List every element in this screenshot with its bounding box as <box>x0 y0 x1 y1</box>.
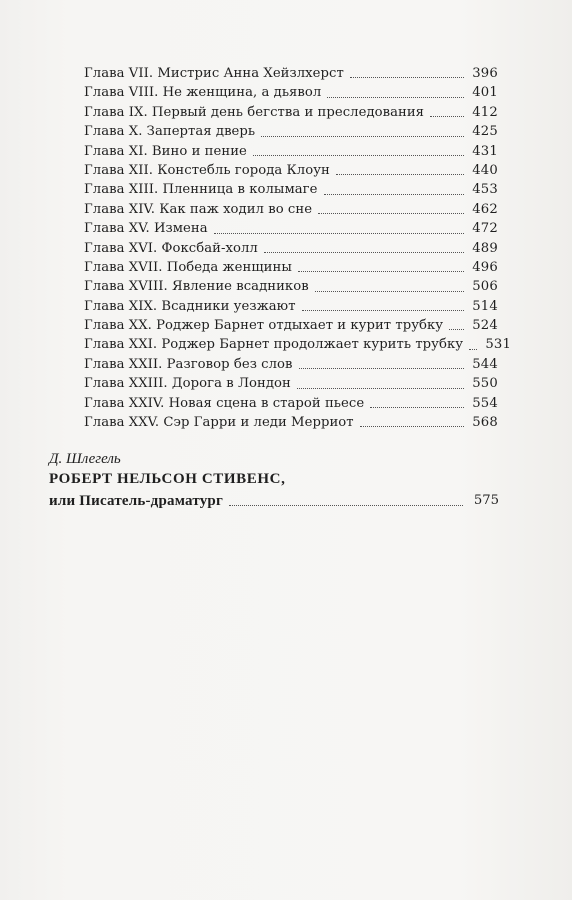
dot-leader <box>264 251 464 253</box>
toc-entry <box>84 277 498 296</box>
page-number: 401 <box>472 85 498 101</box>
toc-entry <box>84 64 498 83</box>
dot-leader <box>449 328 464 330</box>
chapter-title: Глава XVI. Фоксбай-холл <box>84 240 258 256</box>
chapter-title: Глава XI. Вино и пение <box>84 143 247 159</box>
dot-leader <box>298 270 464 272</box>
toc-entry <box>84 142 498 161</box>
dot-leader <box>253 154 464 156</box>
dot-leader <box>229 504 463 506</box>
table-of-contents <box>84 64 512 432</box>
toc-entry <box>84 413 498 432</box>
page-number: 554 <box>472 395 498 411</box>
chapter-title: Глава XXI. Роджер Барнет продолжает курить трубку <box>84 337 464 353</box>
chapter-title: Глава XVIII. Явление всадников <box>84 279 309 295</box>
dot-leader <box>430 115 464 117</box>
dot-leader <box>299 367 464 369</box>
toc-entry <box>84 394 498 413</box>
toc-entry <box>84 219 498 238</box>
chapter-title: Глава VIII. Не женщина, а дьявол <box>84 85 322 101</box>
chapter-title: Глава XXIII. Дорога в Лондон <box>84 376 291 392</box>
toc-entry <box>84 316 498 335</box>
page-number: 496 <box>472 259 498 275</box>
dot-leader <box>469 348 477 350</box>
dot-leader <box>297 387 464 389</box>
toc-entry <box>84 200 498 219</box>
chapter-title: Глава XXIV. Новая сцена в старой пьесе <box>84 395 365 411</box>
chapter-title: Глава XXV. Сэр Гарри и леди Мерриот <box>84 415 354 431</box>
dot-leader <box>360 425 464 427</box>
toc-entry <box>84 297 498 316</box>
chapter-title: Глава XIX. Всадники уезжают <box>84 298 296 314</box>
toc-entry <box>84 258 498 277</box>
page-number: 550 <box>472 376 498 392</box>
dot-leader <box>302 309 464 311</box>
essay-title: РОБЕРТ НЕЛЬСОН СТИВЕНС, <box>49 471 286 487</box>
page-number: 514 <box>472 298 498 314</box>
chapter-title: Глава VII. Мистрис Анна Хейзлхерст <box>84 65 344 81</box>
toc-entry <box>84 161 498 180</box>
page-number: 568 <box>472 415 498 431</box>
essay-subtitle: или Писатель-драматург <box>49 493 223 509</box>
page-number: 531 <box>485 337 512 353</box>
page-number: 440 <box>472 162 498 178</box>
chapter-title: Глава XIII. Пленница в колымаге <box>84 182 318 198</box>
chapter-title: Глава XV. Измена <box>84 221 208 237</box>
page-number: 524 <box>472 318 498 334</box>
page-number: 425 <box>472 124 498 140</box>
page-number: 396 <box>472 65 498 81</box>
dot-leader <box>318 212 464 214</box>
chapter-title: Глава XVII. Победа женщины <box>84 259 292 275</box>
dot-leader <box>261 135 464 137</box>
essay-entry <box>49 450 499 512</box>
dot-leader <box>327 96 464 98</box>
toc-entry <box>84 122 498 141</box>
essay-author: Д. Шлегель <box>49 451 121 467</box>
dot-leader <box>315 290 464 292</box>
page-number: 462 <box>472 201 498 217</box>
dot-leader <box>350 76 464 78</box>
toc-entry <box>84 374 498 393</box>
dot-leader <box>324 193 465 195</box>
toc-entry <box>84 180 498 199</box>
page-number: 453 <box>472 182 498 198</box>
dot-leader <box>214 232 464 234</box>
essay-page-number: 575 <box>473 493 499 508</box>
page-number: 506 <box>472 279 498 295</box>
chapter-title: Глава XIV. Как паж ходил во сне <box>84 201 313 217</box>
toc-entry <box>84 239 498 258</box>
page-number: 544 <box>472 356 498 372</box>
chapter-title: Глава XII. Констебль города Клоун <box>84 162 330 178</box>
page-number: 472 <box>472 221 498 237</box>
essay-subtitle-row <box>49 490 499 512</box>
dot-leader <box>336 173 464 175</box>
page-number: 412 <box>472 104 498 120</box>
toc-entry <box>84 335 512 354</box>
page-number: 431 <box>472 143 498 159</box>
page-number: 489 <box>472 240 498 256</box>
chapter-title: Глава IX. Первый день бегства и преследования <box>84 104 425 120</box>
chapter-title: Глава XXII. Разговор без слов <box>84 356 293 372</box>
chapter-title: Глава XX. Роджер Барнет отдыхает и курит трубку <box>84 318 444 334</box>
toc-entry <box>84 355 498 374</box>
dot-leader <box>370 406 464 408</box>
toc-entry <box>84 83 498 102</box>
chapter-title: Глава X. Запертая дверь <box>84 124 256 140</box>
toc-entry <box>84 103 498 122</box>
